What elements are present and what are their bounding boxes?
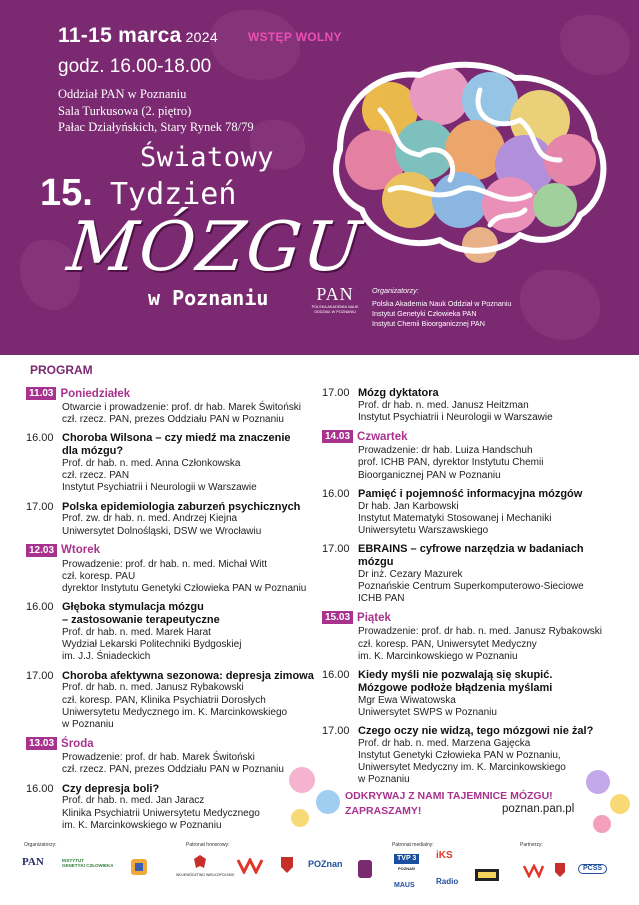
logo-tvp3-sub: POZNAŃ	[398, 866, 415, 871]
logo-maus: MAUS	[394, 882, 415, 889]
closing-slogan: ODKRYWAJ Z NAMI TAJEMNICE MÓZGU! ZAPRASZAMY!	[345, 790, 553, 817]
brain-illustration	[300, 40, 630, 290]
program-event	[322, 488, 612, 537]
event-time: 16.00	[26, 601, 54, 614]
logo-wojewodztwo: WOJEWÓDZTWO WIELKOPOLSKIE	[176, 873, 235, 877]
crest-icon	[356, 858, 374, 880]
event-speaker: Prof. dr hab. n. med. Anna Członkowska czł. rzecz. PAN Instytut Psychiatrii i Neurologii w Warszawie	[62, 458, 257, 494]
free-entry-label: WSTĘP WOLNY	[248, 30, 342, 44]
event-time: 17.00	[322, 543, 350, 556]
title-mozgu: MÓZGU	[63, 208, 367, 287]
event-time: 16.00	[322, 669, 350, 682]
event-address: Oddział PAN w Poznaniu Sala Turkusowa (2. piętro) Pałac Działyńskich, Stary Rynek 78/79	[58, 87, 254, 134]
event-speaker: Prof. dr hab. n. med. Jan Jaracz Klinika Psychiatrii Uniwersytetu Medycznego im. K. Marcinkowskiego w Poznaniu	[62, 795, 260, 831]
day-name: Piątek	[357, 611, 391, 624]
day-lead: Otwarcie i prowadzenie: prof. dr hab. Marek Świtoński czł. rzecz. PAN, prezes Oddziału PAN w Poznaniu	[62, 402, 301, 426]
day-header	[322, 611, 612, 624]
event-speaker: Prof. dr hab. n. med. Marzena Gajęcka Instytut Genetyki Człowieka PAN w Poznaniu, Uniwersytet Medyczny im. K. Marcinkowskiego w Poznaniu	[358, 737, 566, 786]
logo-poznan: POZnan	[308, 859, 343, 869]
media-logo-icon	[474, 868, 500, 882]
logo-pan: PAN	[22, 856, 44, 868]
logo-iks: iKS	[436, 850, 453, 861]
event-title: Pamięć i pojemność informacyjna mózgów	[358, 487, 583, 500]
day-name: Poniedziałek	[60, 387, 131, 400]
day-date: 15.03	[322, 611, 353, 624]
day-date: 11.03	[26, 387, 56, 400]
event-speaker: Dr inż. Cezary Mazurek Poznańskie Centrum Superkomputerowo-Sieciowe ICHB PAN	[358, 568, 584, 605]
program-column-left	[26, 383, 316, 838]
title-w-poznaniu: w Poznaniu	[148, 286, 269, 310]
decor-blob	[210, 10, 300, 80]
program-event	[26, 670, 316, 732]
footer-section-honorary: Patronat honorowy:	[186, 842, 230, 848]
logo-tvp3: TVP 3	[394, 854, 419, 864]
logo-radio: Radio	[436, 877, 459, 886]
event-speaker: Prof. dr hab. n. med. Marek Harat Wydział Lekarski Politechniki Bydgoskiej im. J.J. Śniadeckich	[62, 627, 242, 663]
program-event	[322, 543, 612, 605]
logo-ichb-icon	[128, 856, 150, 878]
day-header	[26, 737, 316, 750]
logo-wielkopolska-icon	[236, 858, 264, 874]
event-title: Głęboka stymulacja mózgu – zastosowanie terapeutyczne	[62, 601, 220, 627]
program-heading: PROGRAM	[30, 363, 93, 377]
day-lead: Prowadzenie: dr hab. Luiza Handschuh prof. ICHB PAN, dyrektor Instytutu Chemii Bioorganicznej PAN w Poznaniu	[358, 445, 544, 481]
title-number: 15.	[40, 172, 93, 214]
partner-crest-icon	[554, 862, 566, 878]
event-time: 17.00	[26, 669, 54, 682]
event-hours: godz. 16.00-18.00	[58, 56, 212, 77]
event-speaker: Prof. dr hab. n. med. Janusz Rybakowski czł. koresp. PAN, Klinika Psychiatrii Dorosłych Uniwersytetu Medycznego im. K. Marcinkowskiego w Poznaniu	[62, 682, 288, 731]
city-crest-icon	[280, 856, 294, 874]
event-speaker: Mgr Ewa Wiwatowska Uniwersytet SWPS w Poznaniu	[358, 694, 497, 718]
day-header	[322, 430, 612, 443]
event-speaker: Prof. zw. dr hab. n. med. Andrzej Kiejna Uniwersytet Dolnośląski, DSW we Wrocławiu	[62, 513, 262, 537]
footer-section-organizers: Organizatorzy:	[24, 842, 57, 848]
event-time: 17.00	[322, 387, 350, 399]
pan-logo: PAN POLSKA AKADEMIA NAUK ODDZIAŁ W POZNANIU	[311, 284, 359, 314]
program-column-right	[322, 383, 612, 793]
partner-logo-icon	[522, 864, 544, 878]
day-name: Środa	[61, 737, 94, 750]
title-tydzien: Tydzień	[110, 177, 237, 212]
program-event	[26, 601, 316, 663]
day-lead: Prowadzenie: prof. dr hab. n. med. Michał Witt czł. koresp. PAU dyrektor Instytutu Genetyki Człowieka PAN w Poznaniu	[62, 558, 307, 595]
footer-section-media: Patronat medialny:	[392, 842, 434, 848]
event-title: Choroba afektywna sezonowa: depresja zimowa	[62, 669, 314, 682]
eagle-emblem-icon	[192, 854, 208, 870]
program-event	[26, 783, 316, 832]
day-name: Czwartek	[357, 430, 408, 443]
day-date: 13.03	[26, 737, 57, 750]
day-lead: Prowadzenie: prof. dr hab. n. med. Janusz Rybakowski czł. koresp. PAN, Uniwersytet Medyczny im. K. Marcinkowskiego w Poznaniu	[358, 626, 603, 662]
event-time: 17.00	[322, 725, 350, 738]
program-event	[322, 669, 612, 719]
hero-banner	[0, 0, 639, 355]
footer-section-partners: Partnerzy:	[520, 842, 543, 848]
program-event	[26, 432, 316, 494]
logo-pcss: PCSS	[578, 864, 607, 874]
day-lead: Prowadzenie: prof. dr hab. Marek Świtoński czł. rzecz. PAN, prezes Oddziału PAN w Poznaniu	[62, 752, 284, 776]
event-time: 17.00	[26, 500, 54, 513]
website-link[interactable]: poznan.pan.pl	[502, 803, 575, 815]
logo-igc: INSTYTUT GENETYKI CZŁOWIEKA	[62, 858, 114, 868]
event-dates: 11-15 marca 2024	[58, 24, 218, 47]
event-speaker: Prof. dr hab. n. med. Janusz Heitzman Instytut Psychiatrii i Neurologii w Warszawie	[358, 399, 553, 423]
day-date: 14.03	[322, 430, 353, 443]
organizers-block: Organizatorzy: Polska Akademia Nauk Oddział w Poznaniu Instytut Genetyki Człowieka PAN Instytut Chemii Bioorganicznej PAN	[372, 286, 512, 328]
event-title: EBRAINS – cyfrowe narzędzia w badaniach mózgu	[358, 543, 584, 569]
day-name: Wtorek	[61, 544, 101, 557]
event-title: Mózg dyktatora	[358, 387, 439, 399]
program-event	[322, 387, 612, 424]
title-swiatowy: Światowy	[140, 142, 275, 173]
event-title: Czego oczy nie widzą, tego mózgowi nie żal?	[358, 725, 594, 738]
sponsor-footer	[0, 838, 639, 905]
event-time: 16.00	[26, 432, 54, 445]
event-speaker: Dr hab. Jan Karbowski Instytut Matematyki Stosowanej i Mechaniki Uniwersytetu Warszawskiego	[358, 500, 552, 537]
event-title: Kiedy myśli nie pozwalają się skupić. Mózgowe podłoże błądzenia myślami	[358, 669, 553, 694]
day-date: 12.03	[26, 544, 57, 557]
day-header	[26, 544, 316, 557]
event-title: Polska epidemiologia zaburzeń psychicznych	[62, 500, 301, 513]
event-title: Choroba Wilsona – czy miedź ma znaczenie dla mózgu?	[62, 432, 291, 458]
event-time: 16.00	[322, 487, 350, 500]
event-time: 16.00	[26, 782, 54, 795]
program-event	[26, 501, 316, 538]
event-title: Czy depresja boli?	[62, 782, 160, 795]
day-header	[26, 387, 316, 400]
